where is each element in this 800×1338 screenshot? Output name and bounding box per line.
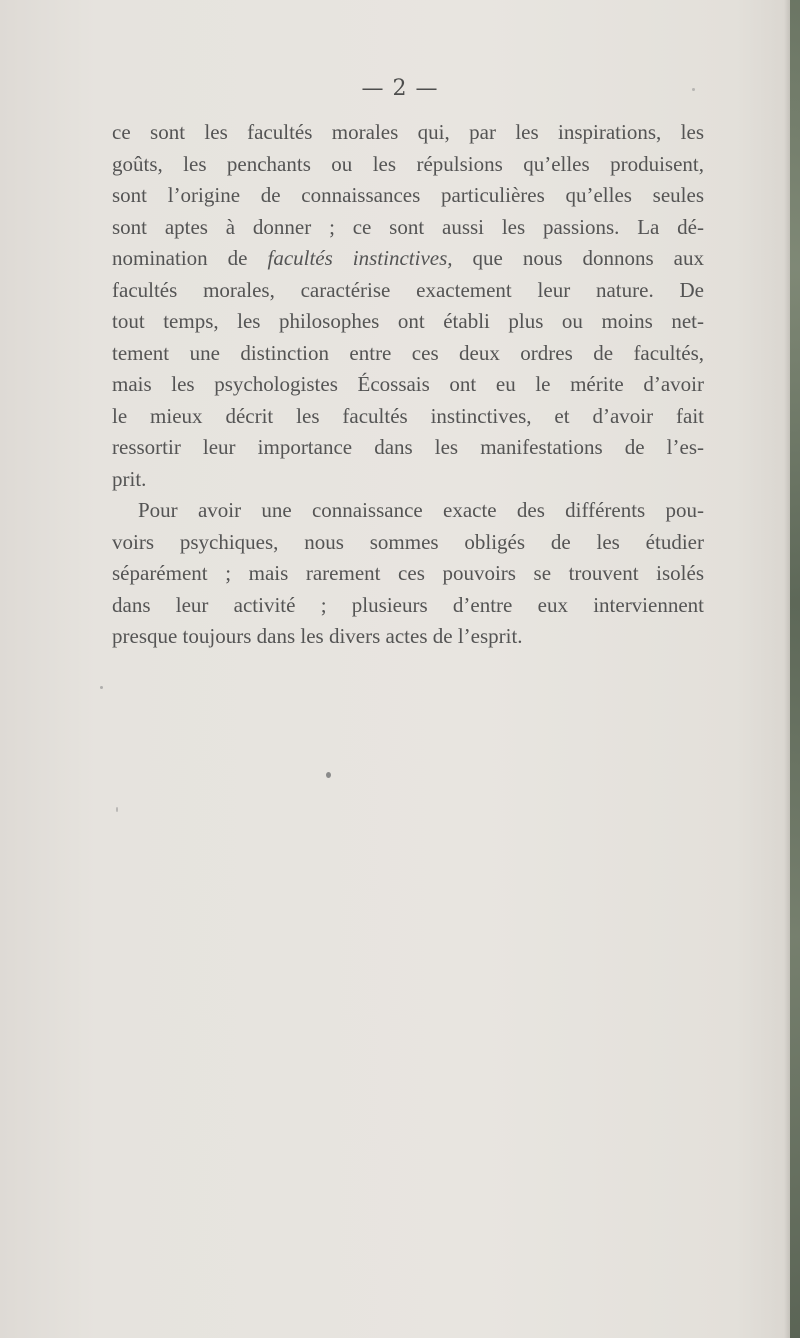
ink-speck	[100, 686, 103, 689]
text-line: voirs psychiques, nous sommes obligés de les étudier	[112, 529, 704, 554]
ink-speck	[116, 807, 118, 812]
text-run: nomination de	[112, 246, 268, 270]
text-line: dans leur activité ; plusieurs d’entre eux interviennent	[112, 592, 704, 617]
page-edge	[790, 0, 800, 1338]
paragraph-1	[112, 117, 704, 495]
page-edge-shadow	[784, 0, 790, 1338]
text-line: goûts, les penchants ou les répulsions qu’elles produisent,	[112, 151, 704, 176]
text-line	[112, 243, 704, 275]
text-line: sont l’origine de connaissances particulières qu’elles seules	[112, 183, 704, 207]
text-line: mais les psychologistes Écossais ont eu le mérite d’avoir	[112, 372, 704, 396]
text-line: Pour avoir une connaissance exacte des différents pou-	[138, 498, 704, 522]
italic-term: facultés instinctives,	[267, 246, 453, 270]
text-line: facultés morales, caractérise exactement leur nature. De	[112, 277, 704, 302]
text-line: séparément ; mais rarement ces pouvoirs se trouvent isolés	[112, 561, 704, 585]
text-line: presque toujours dans les divers actes de l’esprit.	[112, 624, 523, 648]
text-line: ressortir leur importance dans les manifestations de l’es-	[112, 435, 704, 459]
text-line: prit.	[112, 466, 147, 491]
ink-speck	[326, 772, 331, 778]
text-line: sont aptes à donner ; ce sont aussi les passions. La dé-	[112, 214, 704, 239]
text-line: tement une distinction entre ces deux ordres de facultés,	[112, 340, 704, 365]
body-text	[112, 117, 704, 653]
text-line: tout temps, les philosophes ont établi plus ou moins net-	[112, 309, 704, 333]
text-line: le mieux décrit les facultés instinctives, et d’avoir fait	[112, 403, 704, 428]
page-number-header: — 2 —	[361, 76, 439, 101]
paragraph-2	[112, 495, 704, 653]
text-run: que nous donnons aux	[452, 246, 704, 270]
text-line: ce sont les facultés morales qui, par les inspirations, les	[112, 120, 704, 144]
ink-speck	[692, 88, 695, 91]
